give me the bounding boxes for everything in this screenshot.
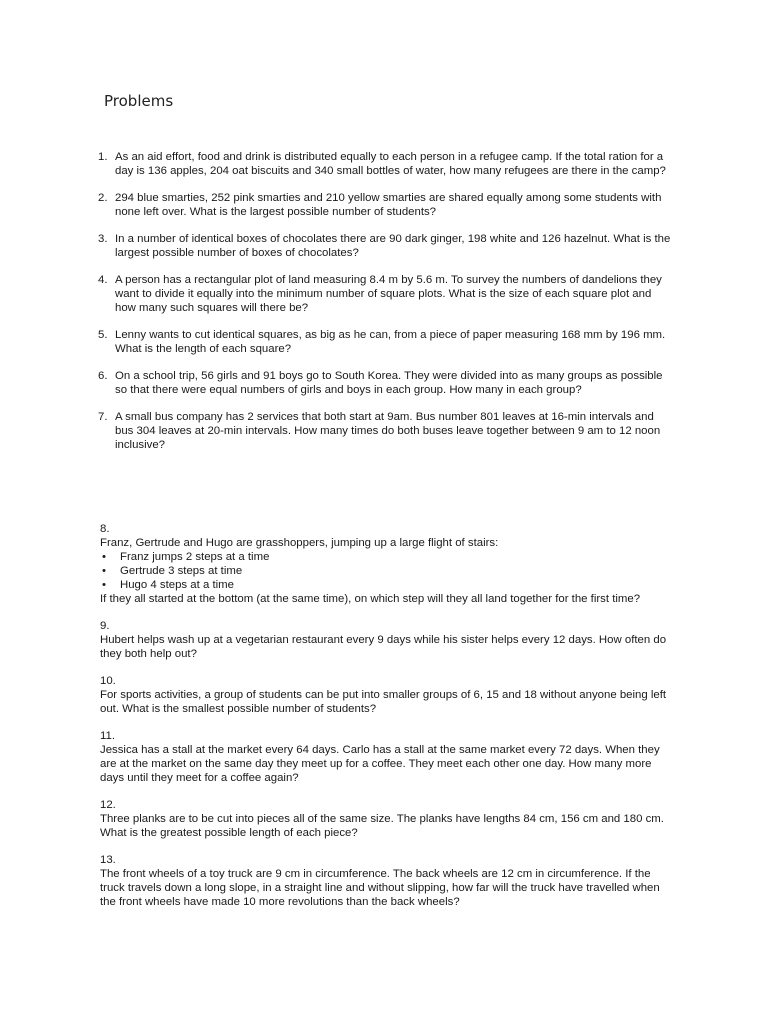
page-title: Problems [104,92,174,110]
problem-8 [100,522,674,606]
problem-1 [96,150,672,178]
problem-text: A small bus company has 2 services that both start at 9am. Bus number 801 leaves at 16-min intervals and bus 304 leaves at 20-min intervals. How many times do both buses leave together between 9 am to 12 noon inclusive? [115,411,661,451]
problem-11 [100,729,674,785]
problem-text: The front wheels of a toy truck are 9 cm in circumference. The back wheels are 12 cm in circumference. If the truck travels down a long slope, in a straight line and without slipping, how far will the truck have travelled when the front wheels have made 10 more revolutions than the back wheels? [100,868,660,908]
problem-number: 4. [98,274,108,286]
problem-text: As an aid effort, food and drink is distributed equally to each person in a refugee camp. If the total ration for a day is 136 apples, 204 oat biscuits and 340 small bottles of water, how many refugees are there in the camp? [115,151,666,177]
list-item-text: Gertrude 3 steps at time [120,565,243,577]
problem-number: 3. [98,233,108,245]
problem-4 [96,273,672,315]
problem-text: A person has a rectangular plot of land measuring 8.4 m by 5.6 m. To survey the numbers of dandelions they want to divide it equally into the minimum number of square plots. What is the size of each square plot and how many such squares will there be? [115,274,662,314]
problem-text: For sports activities, a group of students can be put into smaller groups of 6, 15 and 18 without anyone being left out. What is the smallest possible number of students? [100,689,667,715]
list-item [100,564,674,578]
list-item [100,578,674,592]
problem-intro: Franz, Gertrude and Hugo are grasshoppers, jumping up a large flight of stairs: [100,537,499,549]
problem-question: If they all started at the bottom (at the same time), on which step will they all land together for the first time? [100,593,641,605]
bullet-glyph: • [102,579,106,591]
problem-text: Jessica has a stall at the market every 64 days. Carlo has a stall at the same market every 72 days. When they are at the market on the same day they meet up for a coffee. They meet each other one day. How many more days until they meet for a coffee again? [100,744,660,784]
numbered-problem-list [96,150,672,465]
problem-text: In a number of identical boxes of chocolates there are 90 dark ginger, 198 white and 126 hazelnut. What is the largest possible number of boxes of chocolates? [115,233,671,259]
problem-number: 7. [98,411,108,423]
list-item-text: Franz jumps 2 steps at a time [120,551,270,563]
problem-number: 12. [100,799,116,811]
problem-number: 6. [98,370,108,382]
problem-number: 13. [100,854,116,866]
problem-number: 1. [98,151,108,163]
problem-number: 8. [100,523,110,535]
problem-5 [96,328,672,356]
later-problems [100,522,674,922]
list-item [100,550,674,564]
list-item-text: Hugo 4 steps at a time [120,579,234,591]
problem-10 [100,674,674,716]
problem-number: 2. [98,192,108,204]
problem-9 [100,619,674,661]
problem-text: Three planks are to be cut into pieces all of the same size. The planks have lengths 84 cm, 156 cm and 180 cm. What is the greatest possible length of each piece? [100,813,664,839]
problem-3 [96,232,672,260]
problem-6 [96,369,672,397]
problem-text: 294 blue smarties, 252 pink smarties and 210 yellow smarties are shared equally among some students with none left over. What is the largest possible number of students? [115,192,662,218]
problem-2 [96,191,672,219]
problem-text: On a school trip, 56 girls and 91 boys go to South Korea. They were divided into as many groups as possible so that there were equal numbers of girls and boys in each group. How many in each group? [115,370,663,396]
bullet-glyph: • [102,565,106,577]
problem-text: Lenny wants to cut identical squares, as big as he can, from a piece of paper measuring 168 mm by 196 mm. What is the length of each square? [115,329,666,355]
bullet-glyph: • [102,551,106,563]
problem-7 [96,410,672,452]
problem-number: 10. [100,675,116,687]
problem-text: Hubert helps wash up at a vegetarian restaurant every 9 days while his sister helps every 12 days. How often do they both help out? [100,634,667,660]
problem-number: 9. [100,620,110,632]
problem-12 [100,798,674,840]
problem-number: 5. [98,329,108,341]
problem-13 [100,853,674,909]
problem-number: 11. [100,730,115,742]
grasshopper-list [100,550,674,592]
